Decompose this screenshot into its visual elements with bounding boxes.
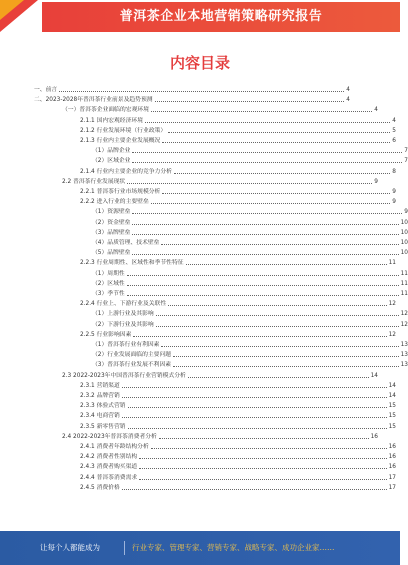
toc-leader-dots (127, 275, 399, 276)
toc-leader-dots (159, 438, 369, 439)
toc-entry-title: 2.2.1 普洱茶行业市场规模分析 (80, 189, 161, 195)
toc-entry[interactable] (34, 410, 396, 420)
toc-leader-dots (139, 468, 386, 469)
toc-leader-dots (173, 356, 399, 357)
toc-leader-dots (122, 397, 387, 398)
toc-entry-page: 16 (388, 444, 396, 450)
toc-entry-title: （2）下游行业及其影响 (92, 321, 154, 328)
toc-leader-dots (161, 244, 398, 245)
toc-entry[interactable] (34, 268, 408, 278)
toc-leader-dots (132, 234, 398, 235)
toc-entry-page: 11 (400, 291, 408, 297)
toc-entry-page: 11 (400, 280, 408, 287)
toc-entry[interactable] (34, 359, 408, 369)
toc-entry-page: 16 (370, 433, 378, 440)
toc-entry-title: （5）品牌壁垒 (92, 250, 131, 257)
toc-leader-dots (156, 315, 399, 316)
toc-entry-title: （1）品牌企业 (92, 148, 131, 155)
toc-entry-page: 17 (388, 474, 396, 481)
toc-leader-dots (132, 224, 398, 225)
toc-leader-dots (161, 346, 398, 347)
toc-entry-title: （2）区域企业 (92, 158, 131, 165)
toc-entry[interactable] (34, 84, 350, 94)
toc-entry-title: 2.4.2 消费者性别结构 (80, 454, 138, 461)
toc-entry-title: 2.3.4 电商营销 (80, 413, 120, 420)
toc-entry[interactable] (34, 247, 408, 257)
toc-entry-title: （3）季节性 (92, 291, 125, 297)
toc-entry-page: 5 (392, 127, 396, 134)
toc-entry[interactable] (34, 278, 408, 288)
toc-entry[interactable] (34, 104, 378, 114)
toc-entry-title: （1）上游行业及其影响 (92, 311, 154, 318)
toc-entry-title: （3）品牌壁垒 (92, 229, 131, 236)
toc-entry-page: 11 (388, 260, 396, 267)
toc-entry-page: 9 (374, 178, 378, 185)
toc-entry-page: 6 (392, 138, 396, 144)
toc-entry[interactable] (34, 94, 350, 104)
toc-leader-dots (151, 448, 387, 449)
toc-entry-title: 一、前言 (34, 87, 58, 93)
toc-leader-dots (139, 479, 386, 480)
toc-entry[interactable] (34, 482, 396, 492)
toc-entry-page: 15 (388, 413, 396, 420)
toc-entry-title: （2）资金壁垒 (92, 219, 131, 226)
toc-entry[interactable] (34, 176, 378, 186)
toc-leader-dots (132, 213, 402, 214)
toc-entry-page: 14 (388, 393, 396, 399)
toc-entry-page: 4 (346, 97, 350, 104)
header-accent-orange (0, 0, 24, 20)
toc-entry-title: 2.4 2022-2023年普洱茶消费者分析 (62, 433, 157, 440)
toc-entry-page: 9 (404, 209, 408, 216)
toc-leader-dots (128, 407, 387, 408)
toc-leader-dots (59, 91, 344, 92)
toc-leader-dots (155, 101, 345, 102)
toc-entry-page: 8 (392, 168, 396, 175)
toc-entry-page: 15 (388, 403, 396, 410)
toc-entry-title: 2.4.1 消费者年龄结构分析 (80, 444, 149, 450)
toc-entry-title: （一）普洱茶企业面临的宏观环境 (62, 107, 149, 114)
toc-leader-dots (168, 132, 390, 133)
toc-entry-page: 16 (388, 454, 396, 461)
toc-entry-page: 10 (400, 250, 408, 257)
toc-leader-dots (139, 458, 386, 459)
toc-leader-dots (145, 122, 390, 123)
toc-leader-dots (128, 428, 387, 429)
toc-entry-page: 15 (388, 423, 396, 430)
toc-leader-dots (133, 336, 386, 337)
toc-entry[interactable] (34, 298, 396, 308)
toc-entry-page: 12 (388, 301, 396, 308)
footer-divider (124, 541, 125, 555)
toc-entry-page: 9 (392, 189, 396, 195)
toc-entry[interactable] (34, 196, 396, 206)
toc-entry-page: 14 (370, 372, 378, 379)
toc-entry-page: 4 (346, 87, 350, 93)
toc-leader-dots (188, 377, 369, 378)
toc-entry[interactable] (34, 227, 408, 237)
toc-leader-dots (162, 193, 390, 194)
toc-leader-dots (186, 264, 387, 265)
toc-entry[interactable] (34, 421, 396, 431)
toc-entry-page: 10 (400, 229, 408, 236)
toc-entry-page: 13 (400, 342, 408, 348)
toc-entry-title: 2.1.3 行业内主要企业发展概况 (80, 138, 161, 144)
toc-leader-dots (168, 305, 386, 306)
toc-entry-title: 2.3.5 新零售营销 (80, 423, 126, 430)
toc-leader-dots (127, 285, 399, 286)
report-title: 普洱茶企业本地营销策略研究报告 (119, 9, 323, 24)
toc-entry-page: 4 (374, 107, 378, 114)
toc-entry[interactable] (34, 135, 396, 145)
toc-entry-title: （2）区域性 (92, 280, 125, 287)
toc-entry[interactable] (34, 186, 396, 196)
toc-entry[interactable] (34, 145, 408, 155)
toc-entry-title: 2.2.4 行业上、下游行业及关联性 (80, 301, 167, 308)
toc-leader-dots (122, 387, 387, 388)
toc-leader-dots (132, 162, 402, 163)
toc-entry-page: 11 (400, 270, 408, 277)
toc-entry[interactable] (34, 349, 408, 359)
toc-entry[interactable] (34, 319, 408, 329)
toc-entry-page: 12 (400, 311, 408, 318)
footer-right-text: 行业专家、管理专家、营销专家、战略专家、成功企业家…… (132, 543, 335, 552)
toc-entry-page: 13 (400, 352, 408, 359)
toc-leader-dots (132, 254, 398, 255)
toc-entry[interactable] (34, 115, 396, 125)
toc-leader-dots (132, 152, 402, 153)
toc-entry[interactable] (34, 166, 396, 176)
toc-entry-page: 7 (404, 158, 408, 165)
toc-entry[interactable] (34, 431, 378, 441)
toc-entry-title: （1）周期性 (92, 270, 125, 277)
toc-entry[interactable] (34, 206, 408, 216)
toc-entry[interactable] (34, 441, 396, 451)
toc-entry-page: 10 (400, 240, 408, 246)
toc-entry-title: （1）普洱茶行业有利因素 (92, 342, 160, 348)
toc-leader-dots (162, 142, 390, 143)
toc-entry-page: 4 (392, 117, 396, 124)
toc-entry[interactable] (34, 451, 396, 461)
toc-entry-page: 14 (388, 382, 396, 389)
toc-entry-title: 2.2.5 行业影响因素 (80, 331, 132, 338)
toc-entry[interactable] (34, 288, 408, 298)
toc-entry-title: 2.3.2 品牌营销 (80, 393, 120, 399)
toc-entry-title: 2.4.5 消费价格 (80, 484, 120, 491)
toc-entry[interactable] (34, 461, 396, 471)
toc-leader-dots (127, 295, 399, 296)
toc-entry-title: 2.2 普洱茶行业发展现状 (62, 178, 126, 185)
toc-entry[interactable] (34, 125, 396, 135)
toc-entry-page: 12 (388, 331, 396, 338)
toc-entry-title: 2.4.3 消费者购买渠道 (80, 464, 138, 471)
toc-entry[interactable] (34, 329, 396, 339)
toc-entry-page: 10 (400, 219, 408, 226)
toc-leader-dots (151, 203, 391, 204)
toc-entry[interactable] (34, 400, 396, 410)
toc-entry-title: 二、2023-2028年普洱茶行业前景及趋势预测 (34, 97, 153, 104)
toc-entry[interactable] (34, 472, 396, 482)
toc-entry-title: 2.3.3 体验式营销 (80, 403, 126, 410)
toc-entry[interactable] (34, 380, 396, 390)
toc-title: 内容目录 (169, 54, 230, 72)
toc-entry[interactable] (34, 339, 408, 349)
toc-entry-title: （3）普洱茶行业发展不利因素 (92, 362, 172, 369)
toc-leader-dots (173, 366, 399, 367)
page-header (0, 0, 400, 32)
footer-left-text: 让每个人都能成为 (40, 543, 100, 552)
toc-leader-dots (174, 173, 390, 174)
toc-entry-page: 12 (400, 321, 408, 328)
toc-entry[interactable] (34, 308, 408, 318)
toc-entry-page: 16 (388, 464, 396, 471)
toc-entry-title: 2.2.3 行业周期性、区域性和季节性特征 (80, 260, 184, 267)
toc-entry-title: （2）行业发展面临的主要问题 (92, 352, 172, 359)
toc-entry-page: 9 (392, 199, 396, 206)
toc-entry-title: （1）资源壁垒 (92, 209, 131, 216)
toc-entry[interactable] (34, 257, 396, 267)
toc-entry[interactable] (34, 237, 408, 247)
toc-entry-page: 13 (400, 362, 408, 369)
toc-entry-page: 7 (404, 148, 408, 155)
toc-entry-title: 2.1.1 国内宏观经济环境 (80, 117, 143, 124)
page-footer (0, 531, 400, 565)
toc-entry[interactable] (34, 370, 378, 380)
toc-entry-title: 2.1.4 行业内主要企业的竞争力分析 (80, 168, 172, 175)
toc-leader-dots (122, 489, 387, 490)
toc-entry-title: 2.3 2022-2023年中国普洱茶行业营销模式分析 (62, 372, 186, 379)
toc-entry-title: 2.3.1 营销渠道 (80, 382, 120, 389)
toc-leader-dots (122, 417, 387, 418)
toc-entry-title: 2.4.4 普洱茶消费需求 (80, 474, 138, 481)
toc-entry-title: 2.1.2 行业发展环境（行业政策） (80, 127, 167, 134)
toc-entry[interactable] (34, 390, 396, 400)
toc-entry-title: （4）品质管理、技术壁垒 (92, 240, 160, 246)
toc-entry-page: 17 (388, 484, 396, 491)
toc-leader-dots (151, 111, 372, 112)
toc-entry[interactable] (34, 155, 408, 165)
toc-entry-title: 2.2.2 进入行业的主要壁垒 (80, 199, 149, 206)
toc-leader-dots (127, 183, 372, 184)
toc-entry[interactable] (34, 217, 408, 227)
toc-leader-dots (156, 326, 399, 327)
